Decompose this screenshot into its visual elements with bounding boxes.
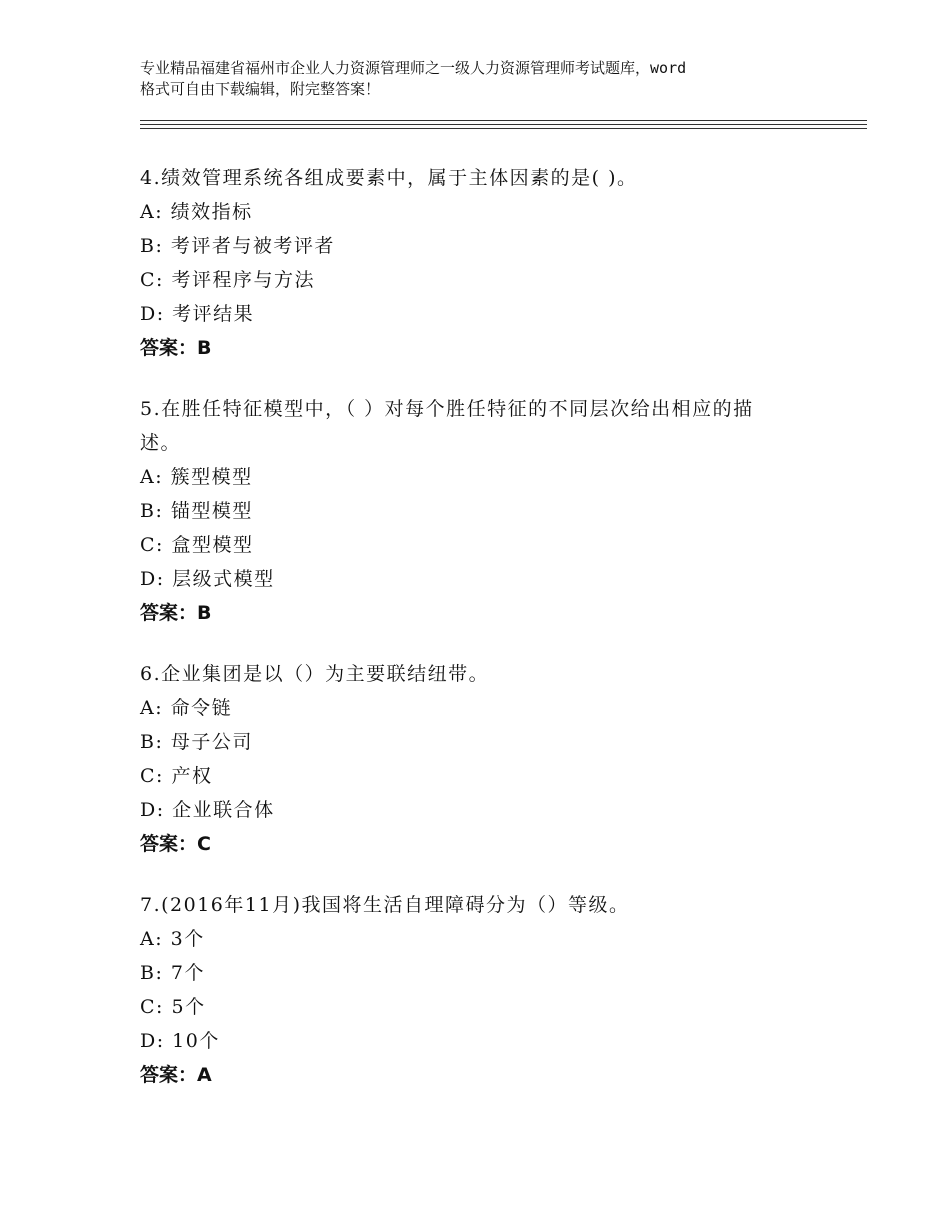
option-c: C: 盒型模型: [140, 534, 254, 556]
option-c: C: 5个: [140, 996, 206, 1018]
option-d: D: 企业联合体: [140, 799, 275, 821]
answer-label: 答案：C: [140, 833, 211, 855]
question-stem-line: 4.绩效管理系统各组成要素中，属于主体因素的是( )。: [140, 167, 638, 189]
question-stem-line: 7.(2016年11月)我国将生活自理障碍分为（）等级。: [140, 894, 630, 916]
option-a: A: 命令链: [140, 697, 233, 719]
question-stem-line: 6.企业集团是以（）为主要联结纽带。: [140, 663, 490, 685]
header-line-1: 专业精品福建省福州市企业人力资源管理师之一级人力资源管理师考试题库，word: [140, 59, 687, 77]
answer-label: 答案：B: [140, 337, 212, 359]
option-d: D: 10个: [140, 1030, 220, 1052]
option-b: B: 考评者与被考评者: [140, 235, 335, 257]
option-c: C: 考评程序与方法: [140, 269, 315, 291]
question-stem-line: 述。: [140, 432, 182, 454]
option-b: B: 母子公司: [140, 731, 253, 753]
option-b: B: 锚型模型: [140, 500, 253, 522]
option-d: D: 层级式模型: [140, 568, 275, 590]
question-4: [140, 161, 820, 365]
option-b: B: 7个: [140, 962, 205, 984]
question-stem: [140, 392, 820, 460]
option-a: A: 簇型模型: [140, 466, 253, 488]
document-header: [140, 58, 840, 100]
question-stem: [140, 657, 820, 691]
header-divider-top: [140, 120, 867, 121]
question-5: [140, 392, 820, 630]
option-d: D: 考评结果: [140, 303, 255, 325]
question-list: [140, 161, 820, 1119]
option-a: A: 绩效指标: [140, 201, 253, 223]
header-line-2: 格式可自由下载编辑，附完整答案！: [140, 80, 381, 98]
answer-label: 答案：A: [140, 1064, 212, 1086]
question-6: [140, 657, 820, 861]
question-7: [140, 888, 820, 1092]
question-stem: [140, 161, 820, 195]
header-divider-middle: [140, 124, 867, 125]
question-stem: [140, 888, 820, 922]
question-stem-line: 5.在胜任特征模型中，（ ）对每个胜任特征的不同层次给出相应的描: [140, 398, 754, 420]
option-a: A: 3个: [140, 928, 205, 950]
option-c: C: 产权: [140, 765, 213, 787]
answer-label: 答案：B: [140, 602, 212, 624]
header-divider-bottom: [140, 128, 867, 129]
